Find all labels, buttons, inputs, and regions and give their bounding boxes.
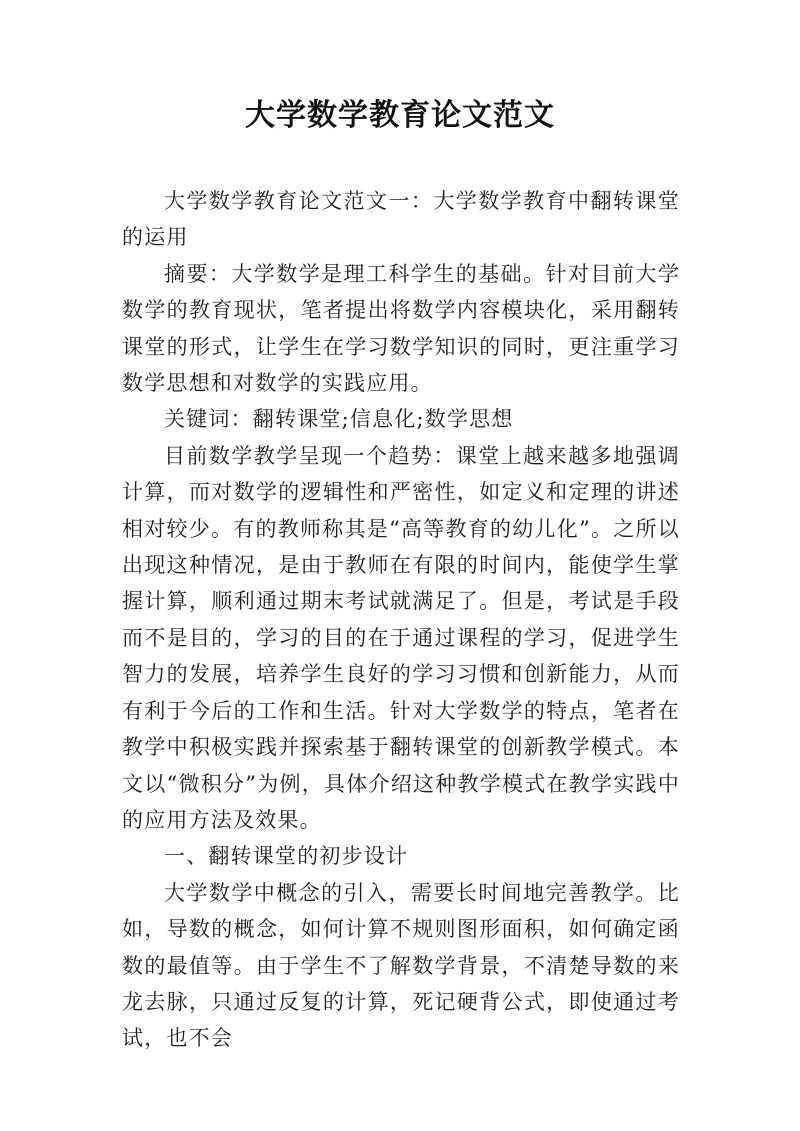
paragraph-abstract: 摘要：大学数学是理工科学生的基础。针对目前大学数学的教育现状，笔者提出将数学内容模块化，采用翻转课堂的形式，让学生在学习数学知识的同时，更注重学习数学思想和对数学的实践应用。 — [122, 261, 680, 396]
paragraph-keywords: 关键词：翻转课堂;信息化;数学思想 — [164, 407, 514, 432]
section-heading-1: 一、翻转课堂的初步设计 — [164, 844, 409, 869]
paragraph-section-1: 大学数学中概念的引入，需要长时间地完善教学。比如，导数的概念，如何计算不规则图形面积，如何确定函数的最值等。由于学生不了解数学背景，不清楚导数的来龙去脉，只通过反复的计算，死记硬背公式，即使通过考试，也不会 — [122, 880, 680, 1051]
document-title: 大学数学教育论文范文 — [245, 98, 555, 133]
paragraph-introduction: 目前数学教学呈现一个趋势：课堂上越来越多地强调计算，而对数学的逻辑性和严密性，如定义和定理的讲述相对较少。有的教师称其是“高等教育的幼儿化”。之所以出现这种情况，是由于教师在有限的时间内，能使学生掌握计算，顺利通过期末考试就满足了。但是，考试是手段而不是目的，学习的目的在于通过课程的学习，促进学生智力的发展，培养学生良好的学习习惯和创新能力，从而有利于今后的工作和生活。针对大学数学的特点，笔者在教学中积极实践并探索基于翻转课堂的创新教学模式。本文以“微积分”为例，具体介绍这种教学模式在教学实践中的应用方法及效果。 — [122, 443, 680, 832]
paragraph-subtitle: 大学数学教育论文范文一：大学数学教育中翻转课堂的运用 — [122, 189, 680, 250]
document-body — [122, 183, 680, 1057]
